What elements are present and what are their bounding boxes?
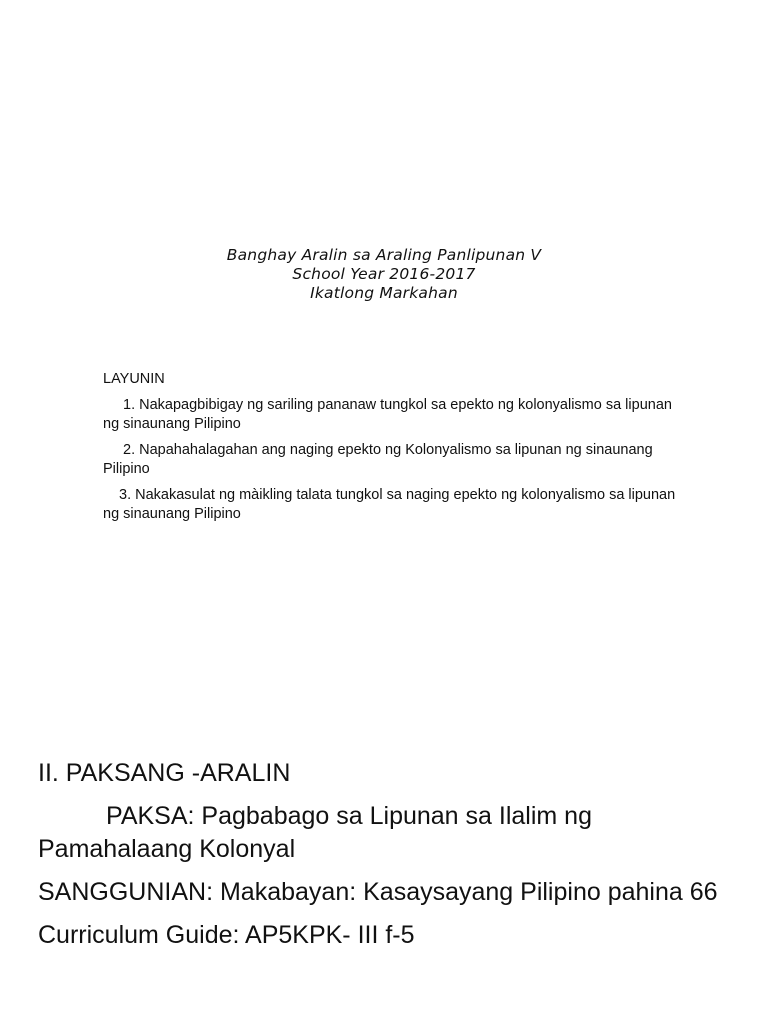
curriculum-guide-line: Curriculum Guide: AP5KPK- III f-5 [38,921,415,949]
paksa-line [38,800,738,866]
paksa-text: PAKSA: Pagbabago sa Lipunan sa Ilalim ng Pamahalaang Kolonyal [38,802,592,863]
objective-number: 1. [123,397,136,413]
objective-text: Napahahalagahan ang naging epekto ng Kolonyalismo sa lipunan ng sinaunang Pilipino [103,442,653,477]
header-title: Banghay Aralin sa Araling Panlipunan V [226,246,542,264]
header-quarter: Ikatlong Markahan [310,284,458,302]
objectives-heading: LAYUNIN [103,371,165,387]
sanggunian-line: SANGGUNIAN: Makabayan: Kasaysayang Pilipino pahina 66 [38,878,718,906]
document-header [0,246,768,303]
objective-number: 3. [119,487,132,503]
objective-item [103,441,683,479]
objectives-section [103,370,683,531]
objective-number: 2. [123,442,136,458]
topic-section [38,757,738,962]
header-school-year: School Year 2016-2017 [292,265,476,283]
objective-item [103,486,683,524]
objective-text: Nakapagbibigay ng sariling pananaw tungkol sa epekto ng kolonyalismo sa lipunan ng sinaunang Pilipino [103,397,672,432]
objective-text: Nakakasulat ng màikling talata tungkol sa naging epekto ng kolonyalismo sa lipunan ng sinaunang Pilipino [103,487,676,522]
objective-item [103,396,683,434]
section-heading: II. PAKSANG -ARALIN [38,759,291,787]
